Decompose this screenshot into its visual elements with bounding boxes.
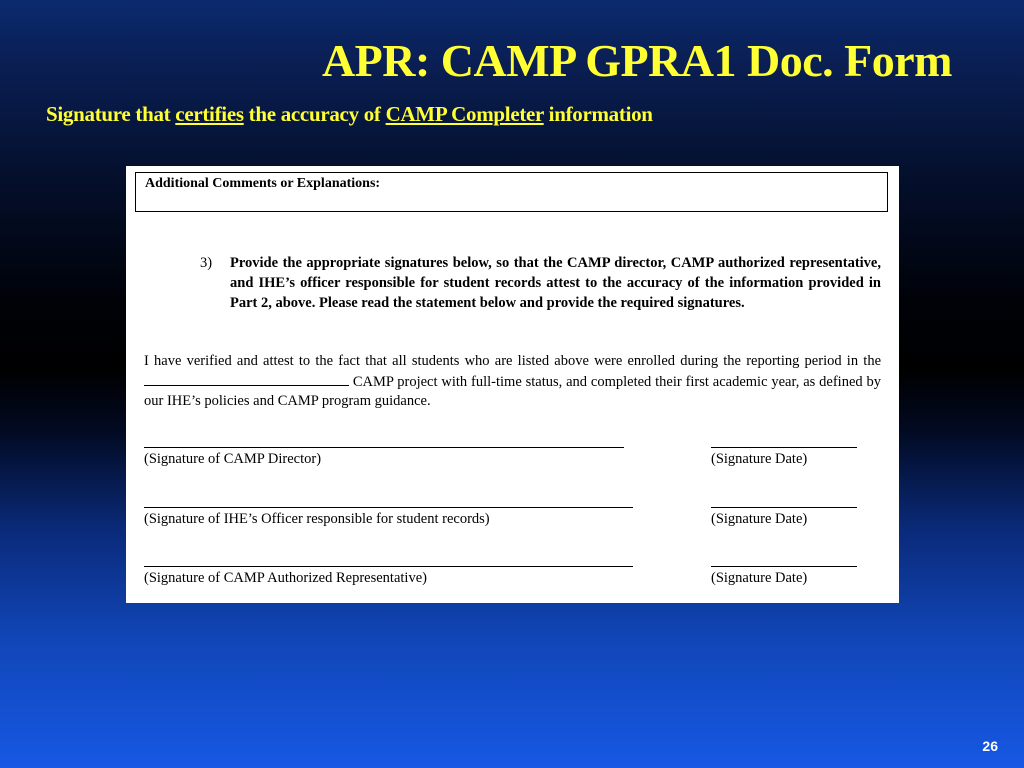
date-label: (Signature Date) <box>711 570 808 586</box>
signature-line <box>144 507 633 508</box>
instructions-text: Provide the appropriate signatures below, so that the CAMP director, CAMP authorized representative, and IHE’s officer responsible for student records attest to the accuracy of the information provided in Part 2, above. Please read the statement below and provide the required signatures. <box>230 255 881 311</box>
subtitle-text: the accuracy of <box>243 102 386 126</box>
date-label: (Signature Date) <box>711 511 808 527</box>
subtitle-text: Signature that <box>46 102 176 126</box>
attestation-text: I have verified and attest to the fact that all students who are listed above were enrolled during the reporting period in the <box>144 353 881 369</box>
signature-row-director <box>126 447 899 477</box>
signature-line <box>144 566 633 567</box>
subtitle-certifies: certifies <box>175 102 244 126</box>
attestation-statement <box>144 352 881 412</box>
form-image <box>126 166 899 603</box>
project-name-blank <box>144 372 349 386</box>
signature-line <box>144 447 624 448</box>
date-line <box>711 507 857 508</box>
slide-title: APR: CAMP GPRA1 Doc. Form <box>321 35 952 86</box>
signature-label: (Signature of CAMP Authorized Representative) <box>144 570 427 586</box>
date-line <box>711 447 857 448</box>
attestation-text: CAMP project with full-time status, and completed their first academic year, as defined by our IHE’s policies and CAMP program guidance. <box>144 373 881 409</box>
comments-box <box>135 172 888 212</box>
subtitle-text: information <box>543 102 653 126</box>
signature-label: (Signature of IHE’s Officer responsible for student records) <box>144 511 490 527</box>
page-number: 26 <box>982 738 998 754</box>
signature-row-authorized-rep <box>126 566 899 596</box>
date-line <box>711 566 857 567</box>
item-number: 3) <box>200 255 213 271</box>
subtitle-camp-completer: CAMP Completer <box>385 102 544 126</box>
signature-row-ihe-officer <box>126 507 899 537</box>
signature-label: (Signature of CAMP Director) <box>144 451 322 467</box>
slide-subtitle <box>46 102 653 127</box>
comments-label: Additional Comments or Explanations: <box>145 176 381 191</box>
date-label: (Signature Date) <box>711 451 808 467</box>
